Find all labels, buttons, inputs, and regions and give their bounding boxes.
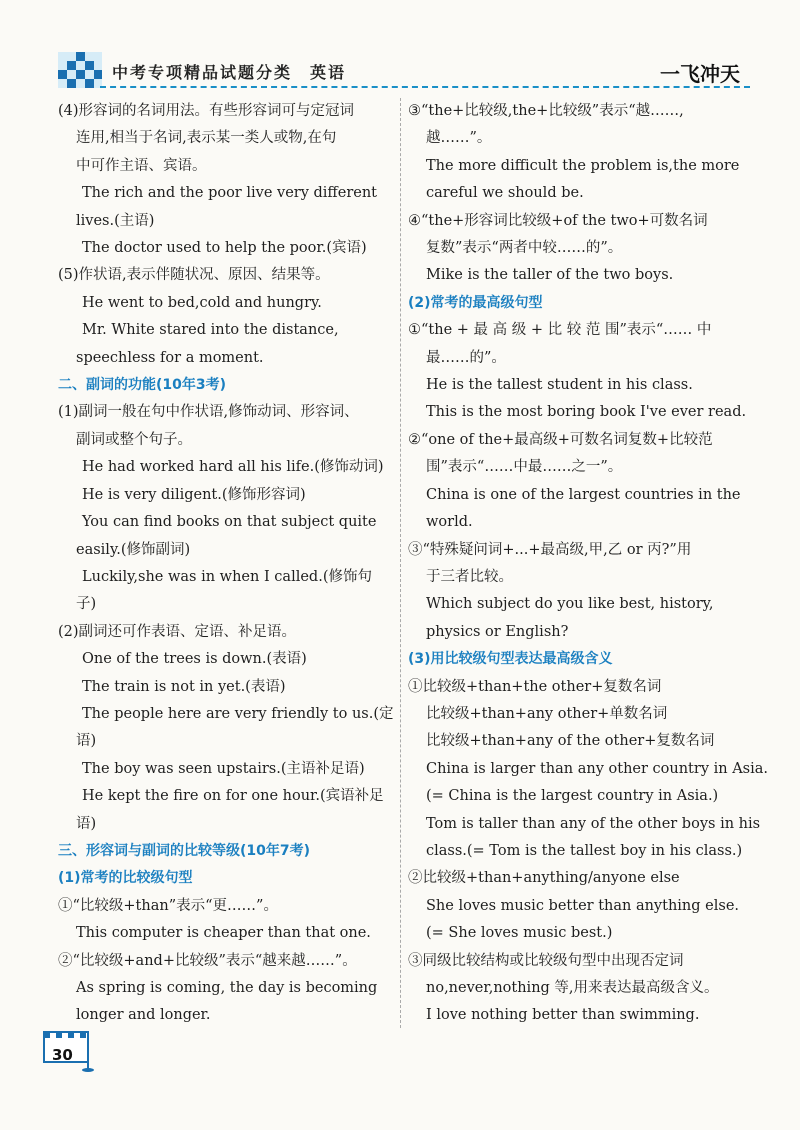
text-line: 中可作主语、宾语。 [76, 157, 207, 174]
text-line: 语) [76, 733, 97, 750]
text-line: 围”表示“……中最……之一”。 [426, 459, 623, 476]
text-line: (= China is the largest country in Asia.) [426, 788, 719, 805]
header-title: 中考专项精品试题分类 英语 [112, 63, 347, 82]
text-line: Mike is the taller of the two boys. [426, 267, 674, 284]
text-line: He kept the fire on for one hour.(宾语补足 [82, 788, 384, 805]
text-line: 子) [76, 596, 97, 613]
right-column [408, 98, 769, 1030]
text-line: (= She loves music best.) [426, 925, 613, 942]
text-line: Mr. White stared into the distance, [82, 322, 339, 339]
left-column [58, 98, 396, 1030]
text-line: physics or English? [426, 623, 569, 640]
text-line: 比较级+than+any other+单数名词 [426, 705, 668, 722]
text-line: world. [426, 514, 473, 531]
text-line: ④“the+形容词比较级+of the two+可数名词 [408, 212, 708, 229]
text-line: He had worked hard all his life.(修饰动词) [82, 459, 384, 476]
text-line: ①比较级+than+the other+复数名词 [408, 678, 662, 695]
brand-logo: 一飞冲天 [660, 62, 740, 86]
text-line: ①“the + 最 高 级 + 比 较 范 围”表示“…… 中 [408, 322, 712, 339]
text-line: The doctor used to help the poor.(宾语) [82, 240, 367, 257]
text-line: 最……的”。 [426, 349, 506, 366]
text-line: She loves music better than anything else. [426, 897, 740, 914]
text-line: China is larger than any other country in Asia. [426, 760, 769, 777]
text-line: As spring is coming, the day is becoming [76, 980, 378, 996]
text-line: Tom is taller than any of the other boys in his [426, 815, 761, 832]
text-line: 于三者比较。 [426, 568, 513, 585]
column-divider [400, 98, 401, 1028]
text-line: 副词或整个句子。 [76, 431, 192, 448]
checkered-flag-icon [58, 52, 102, 88]
text-line: longer and longer. [76, 1007, 211, 1024]
text-line: 连用,相当于名词,表示某一类人或物,在句 [76, 130, 337, 147]
text-line: ①“比较级+than”表示“更……”。 [58, 897, 278, 914]
text-line: ③“特殊疑问词+...+最高级,甲,乙 or 丙?”用 [408, 541, 692, 558]
section-heading: 三、形容词与副词的比较等级(10年7考) [58, 842, 311, 859]
text-line: easily.(修饰副词) [76, 541, 191, 558]
text-line: The boy was seen upstairs.(主语补足语) [82, 760, 365, 777]
section-heading: (2)常考的最高级句型 [408, 294, 543, 311]
page-number: 30 [52, 1046, 73, 1064]
text-line: speechless for a moment. [76, 349, 264, 366]
header-rule [100, 86, 750, 88]
text-line: 语) [76, 815, 97, 832]
text-line: Luckily,she was in when I called.(修饰句 [82, 568, 372, 585]
text-line: China is one of the largest countries in the [426, 486, 741, 503]
text-line: You can find books on that subject quite [82, 514, 377, 531]
text-line: I love nothing better than swimming. [426, 1007, 700, 1024]
text-line: (5)作状语,表示伴随状况、原因、结果等。 [58, 267, 330, 284]
text-line: He is very diligent.(修饰形容词) [82, 486, 306, 503]
text-line: The train is not in yet.(表语) [82, 678, 286, 695]
text-line: 复数”表示“两者中较……的”。 [426, 240, 623, 257]
section-heading: (3)用比较级句型表达最高级含义 [408, 651, 613, 668]
text-line: ③同级比较结构或比较级句型中出现否定词 [408, 952, 684, 969]
text-line: He is the tallest student in his class. [426, 377, 693, 394]
text-line: no,never,nothing 等,用来表达最高级含义。 [426, 980, 719, 996]
text-line: 比较级+than+any of the other+复数名词 [426, 733, 715, 750]
text-line: The rich and the poor live very different [82, 185, 377, 202]
section-heading: 二、副词的功能(10年3考) [58, 377, 227, 394]
text-line: (2)副词还可作表语、定语、补足语。 [58, 623, 297, 640]
text-line: ②“one of the+最高级+可数名词复数+比较范 [408, 431, 713, 448]
text-line: lives.(主语) [76, 212, 155, 229]
page-header [0, 0, 800, 100]
text-line: ②比较级+than+anything/anyone else [408, 870, 680, 887]
text-line: Which subject do you like best, history, [426, 596, 714, 613]
text-line: class.(= Tom is the tallest boy in his class.) [426, 842, 743, 859]
text-line: This is the most boring book I've ever read. [426, 404, 747, 421]
text-line: He went to bed,cold and hungry. [82, 294, 322, 311]
section-heading: (1)常考的比较级句型 [58, 870, 193, 887]
text-line: 越……”。 [426, 130, 492, 147]
text-line: ②“比较级+and+比较级”表示“越来越……”。 [58, 952, 357, 969]
text-line: This computer is cheaper than that one. [76, 925, 371, 942]
text-line: ③“the+比较级,the+比较级”表示“越……, [408, 103, 684, 119]
text-line: (4)形容词的名词用法。有些形容词可与定冠词 [58, 103, 355, 119]
text-line: The more difficult the problem is,the more [426, 157, 740, 174]
text-line: The people here are very friendly to us.(定 [82, 705, 394, 722]
text-line: One of the trees is down.(表语) [82, 651, 307, 668]
text-line: careful we should be. [426, 185, 584, 202]
text-line: (1)副词一般在句中作状语,修饰动词、形容词、 [58, 404, 359, 421]
